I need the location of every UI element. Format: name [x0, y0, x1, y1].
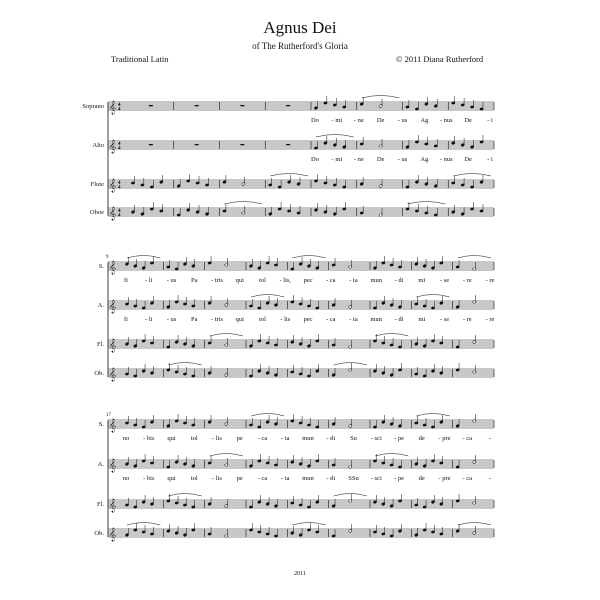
slur [210, 454, 243, 457]
lyric-syllable: - se [439, 277, 450, 284]
time-signature-top: 4 [118, 103, 121, 108]
slur [458, 256, 491, 259]
lyric-syllable: Ag [420, 117, 429, 124]
lyric-syllable: pe [236, 475, 243, 482]
slur [362, 96, 400, 99]
instrument-label: Soprano [82, 103, 104, 110]
lyric-syllable: mun [302, 435, 314, 442]
lyric-syllable: - tris [210, 277, 224, 284]
lyric-syllable: - [488, 435, 492, 442]
slur [292, 256, 325, 259]
lyric-syllable: qui [167, 475, 176, 482]
page-footer: 2011 [294, 571, 306, 577]
lyric-syllable: - re [462, 316, 472, 323]
lyric-syllable: - sci [370, 475, 382, 482]
treble-clef-icon: 𝄞 [109, 260, 117, 274]
lyric-syllable: - di [326, 475, 336, 482]
lyric-syllable: - us [166, 316, 177, 323]
instrument-label: Fl. [96, 341, 104, 348]
time-signature-bottom: 4 [118, 185, 121, 191]
lyric-syllable: - li [145, 316, 153, 323]
copyright-composer: © 2011 Diana Rutherford [396, 54, 484, 64]
lyric-syllable: - lis [212, 475, 222, 482]
time-signature-top: 4 [118, 209, 121, 214]
lyric-syllable: de [418, 475, 425, 482]
treble-clef-icon: 𝄞 [109, 367, 117, 381]
treble-clef-icon: 𝄞 [109, 100, 117, 114]
treble-clef-icon: 𝄞 [109, 338, 117, 352]
lyric-syllable: - tris [210, 316, 224, 323]
lyric-syllable: De [464, 156, 472, 163]
slur [251, 295, 284, 298]
instrument-label: Fl. [96, 501, 104, 508]
lyric-syllable: - di [326, 435, 336, 442]
lyric-syllable: - re [462, 277, 472, 284]
lyric-syllable: - se [439, 316, 450, 323]
instrument-label: Alto [92, 142, 104, 149]
lyric-syllable: - pe [394, 475, 404, 482]
lyric-syllable: - lis [212, 435, 222, 442]
slur [168, 363, 201, 366]
lyric-syllable: - [488, 475, 492, 482]
lyric-syllable: - re [485, 277, 495, 284]
lyric-syllable: - li [145, 277, 153, 284]
lyric-syllable: - ta [349, 316, 358, 323]
lyric-syllable: pec [303, 316, 313, 323]
instrument-label: Oboe [89, 209, 104, 216]
lyric-syllable: de [418, 435, 425, 442]
time-signature-bottom: 4 [118, 146, 121, 152]
lyric-syllable: De [376, 156, 385, 163]
whole-rest [240, 144, 244, 145]
lyric-syllable: SSu [348, 475, 359, 482]
whole-rest [195, 144, 199, 145]
lyric-syllable: mun [370, 277, 383, 284]
measure-number: 17 [106, 413, 111, 418]
lyric-syllable: Su [350, 435, 357, 442]
lyric-syllable: mun [370, 316, 383, 323]
lyric-syllable: - mi [331, 156, 343, 163]
instrument-label: S. [98, 263, 104, 270]
lyric-syllable: pec [303, 277, 313, 284]
lyric-syllable: - bis [143, 475, 155, 482]
instrument-label: Ob. [94, 370, 104, 377]
slur [316, 135, 354, 138]
lyric-syllable: - lis, [279, 277, 292, 284]
whole-rest [286, 105, 290, 106]
score-subtitle: of The Rutherford's Gloria [252, 41, 348, 51]
slur [408, 202, 446, 205]
instrument-label: S. [98, 421, 104, 428]
score-title: Agnus Dei [263, 18, 337, 37]
lyric-syllable: - sci [370, 435, 382, 442]
treble-clef-icon: 𝄞 [109, 206, 117, 220]
lyric-syllable: - us [397, 156, 408, 163]
lyric-syllable: Pa [191, 316, 198, 323]
lyric-syllable: tol [259, 316, 266, 323]
slur [416, 414, 449, 417]
lyric-syllable: - us [397, 117, 408, 124]
lyric-syllable: De [376, 117, 385, 124]
lyric-syllable: - ca [462, 475, 473, 482]
slur [334, 494, 367, 497]
whole-rest [195, 105, 199, 106]
lyric-syllable: - us [166, 277, 177, 284]
slur [127, 256, 160, 259]
lyric-syllable: Ag [420, 156, 429, 163]
lyric-syllable: mi [418, 277, 426, 284]
lyric-syllable: - ca [325, 316, 336, 323]
lyric-syllable: qui [235, 316, 244, 323]
lyric-syllable: - ta [281, 435, 290, 442]
lyric-syllable: Do [311, 156, 319, 163]
treble-clef-icon: 𝄞 [109, 498, 117, 512]
slur [168, 494, 201, 497]
lyric-syllable: - bis [143, 435, 155, 442]
slur [334, 363, 367, 366]
lyric-syllable: - ca [257, 475, 268, 482]
lyric-syllable: - i [487, 117, 493, 124]
instrument-label: A. [97, 461, 104, 468]
instrument-label: Flute [90, 181, 104, 188]
lyric-syllable: - ca [462, 435, 473, 442]
lyric-syllable: - i [487, 156, 493, 163]
slur [416, 295, 449, 298]
time-signature-top: 4 [118, 181, 121, 186]
lyric-syllable: no [122, 435, 130, 442]
lyric-syllable: tol [259, 277, 266, 284]
treble-clef-icon: 𝄞 [109, 299, 117, 313]
lyric-syllable: Pa [191, 277, 198, 284]
lyric-syllable: - di [394, 316, 404, 323]
instrument-label: A. [97, 302, 104, 309]
measure-number: 9 [106, 255, 109, 260]
lyric-syllable: - ca [257, 435, 268, 442]
lyric-syllable: - nus [439, 156, 453, 163]
lyric-syllable: - re [485, 316, 495, 323]
lyric-syllable: pe [236, 435, 243, 442]
lyric-syllable: - nus [439, 117, 453, 124]
lyric-syllable: - ca [325, 277, 336, 284]
lyric-syllable: fi [124, 316, 128, 323]
lyric-syllable: qui [167, 435, 176, 442]
time-signature-bottom: 4 [118, 107, 121, 113]
whole-rest [149, 144, 153, 145]
lyric-syllable: - di [394, 277, 404, 284]
time-signature-bottom: 4 [118, 213, 121, 219]
slur [375, 454, 408, 457]
slur [453, 174, 491, 177]
lyric-syllable: fi [124, 277, 128, 284]
lyric-syllable: - ne [353, 117, 364, 124]
slur [458, 523, 491, 526]
treble-clef-icon: 𝄞 [109, 178, 117, 192]
lyric-syllable: - ne [353, 156, 364, 163]
time-signature-top: 4 [118, 142, 121, 147]
treble-clef-icon: 𝄞 [109, 139, 117, 153]
lyric-syllable: - pre [438, 475, 451, 482]
slur [210, 334, 243, 337]
lyric-syllable: - pe [394, 435, 404, 442]
lyric-syllable: - ta [349, 277, 358, 284]
lyric-syllable: tol [190, 475, 198, 482]
lyric-syllable: qui [235, 277, 244, 284]
whole-rest [149, 105, 153, 106]
lyric-syllable: - lis [280, 316, 291, 323]
slur [375, 334, 408, 337]
lyric-syllable: tol [190, 435, 198, 442]
slur [225, 202, 263, 205]
lyric-syllable: - ta [281, 475, 290, 482]
lyric-syllable: - mi [331, 117, 343, 124]
treble-clef-icon: 𝄞 [109, 418, 117, 432]
slur [251, 414, 284, 417]
instrument-label: Ob. [94, 530, 104, 537]
slur [292, 523, 325, 526]
slur [270, 174, 308, 177]
lyric-syllable: no [122, 475, 130, 482]
lyric-syllable: - pre [438, 435, 451, 442]
slur [127, 523, 160, 526]
whole-rest [286, 144, 290, 145]
treble-clef-icon: 𝄞 [109, 527, 117, 541]
lyric-syllable: mi [418, 316, 426, 323]
treble-clef-icon: 𝄞 [109, 458, 117, 472]
lyric-syllable: De [464, 117, 472, 124]
lyric-syllable: mun [302, 475, 314, 482]
whole-rest [240, 105, 244, 106]
lyric-syllable: Do [311, 117, 319, 124]
text-source: Traditional Latin [111, 54, 169, 64]
